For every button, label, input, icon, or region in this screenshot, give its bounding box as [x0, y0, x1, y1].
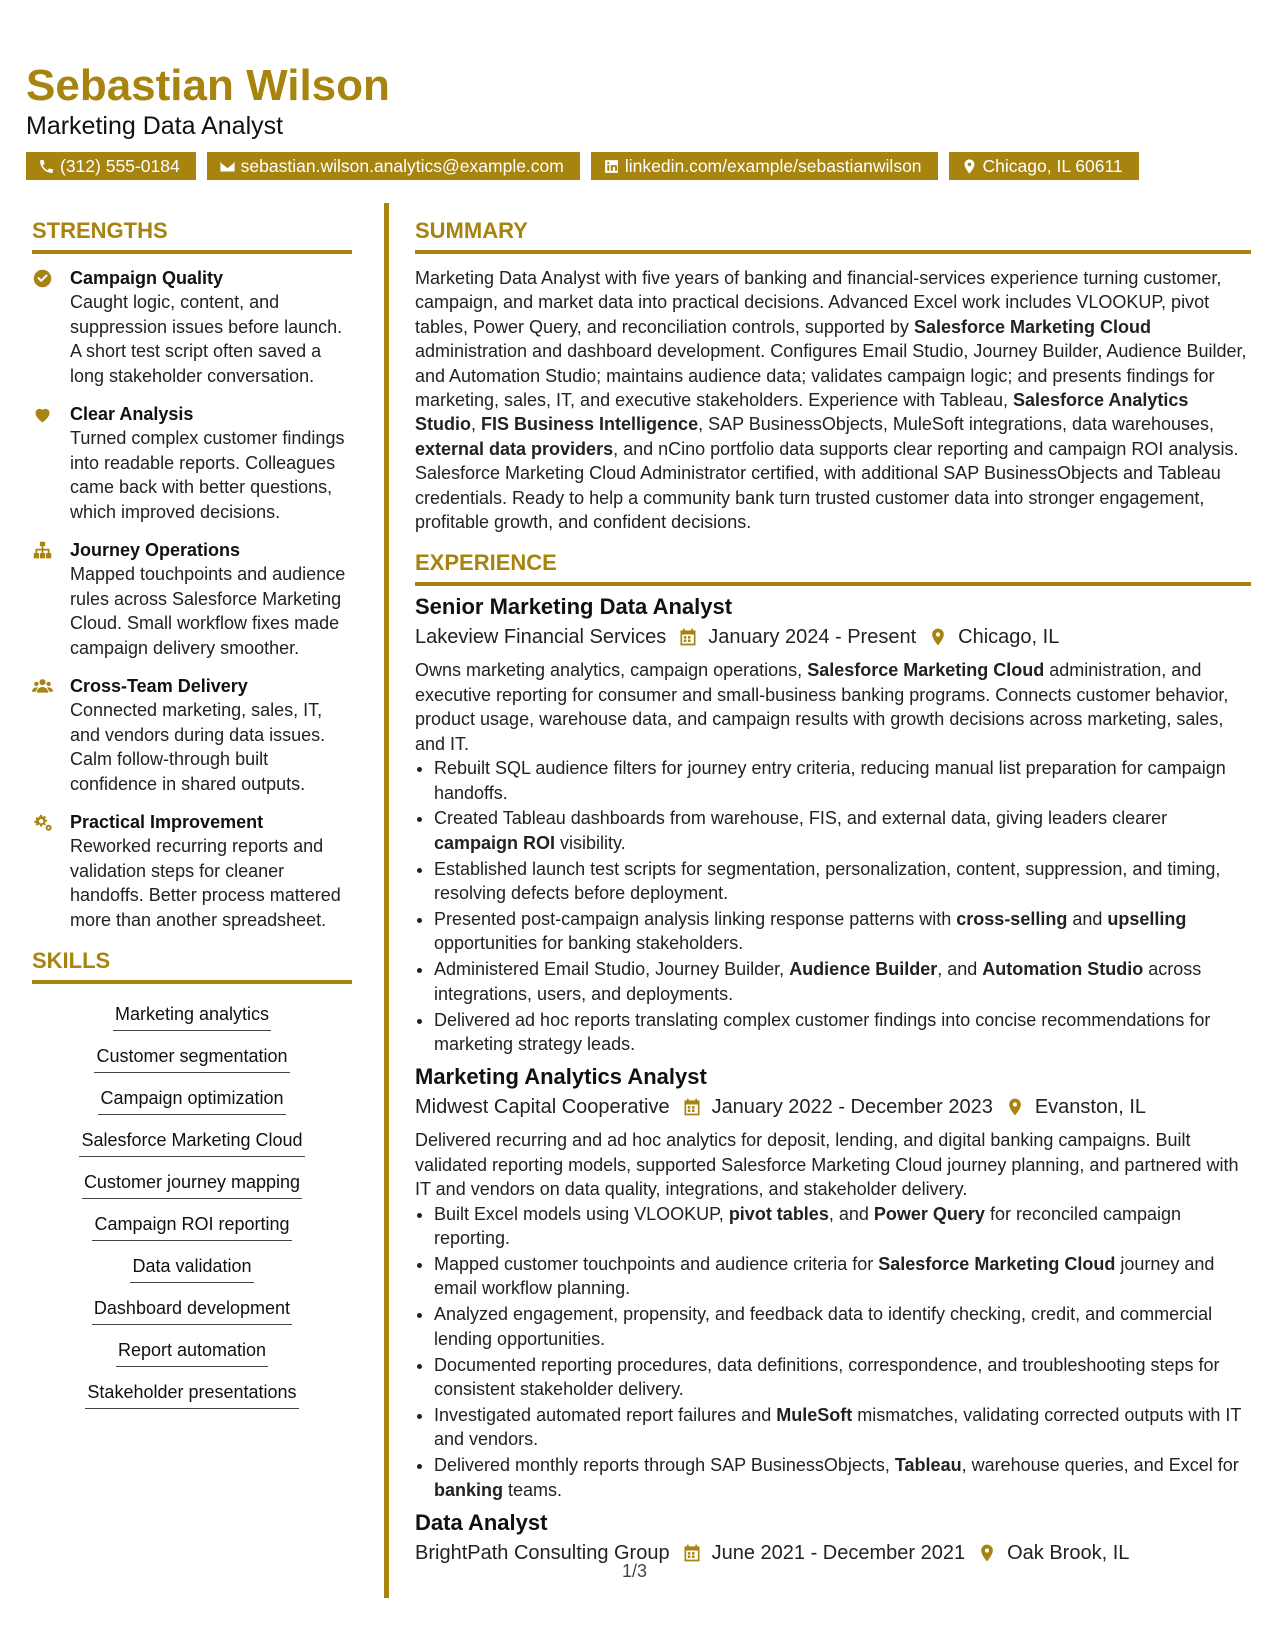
left-column: [32, 216, 352, 1416]
skill-item: Stakeholder presentations: [85, 1380, 298, 1409]
strength-item: [32, 538, 352, 660]
strength-text: Caught logic, content, and suppression issues before launch. A short test script often saved a long stakeholder conversation.: [70, 292, 343, 386]
strength-title: Cross-Team Delivery: [70, 676, 248, 696]
map-pin-icon: [977, 1543, 997, 1563]
strength-item: [32, 674, 352, 796]
job-company: BrightPath Consulting Group: [415, 1542, 670, 1565]
skill-item: Report automation: [116, 1338, 268, 1367]
job-dates: January 2022 - December 2023: [711, 1096, 993, 1119]
strength-title: Campaign Quality: [70, 268, 224, 288]
job-bullet: • Investigated automated report failures and MuleSoft mismatches, validating corrected outputs with IT and vendors.: [434, 1403, 1251, 1452]
strengths-heading: STRENGTHS: [32, 216, 352, 254]
map-pin-icon: [961, 158, 978, 175]
right-column: [415, 216, 1251, 1574]
job-bullet: • Created Tableau dashboards from warehouse, FIS, and external data, giving leaders clearer campaign ROI visibility.: [434, 806, 1251, 855]
contact-phone-text: (312) 555-0184: [60, 156, 180, 176]
job-meta: [415, 1538, 1251, 1568]
contact-linkedin[interactable]: [591, 152, 938, 180]
job-bullet: • Built Excel models using VLOOKUP, pivot tables, and Power Query for reconciled campaign reporting.: [434, 1202, 1251, 1251]
job-title: Senior Marketing Data Analyst: [415, 594, 733, 620]
skill-item: Campaign ROI reporting: [92, 1212, 291, 1241]
skill-item: Salesforce Marketing Cloud: [79, 1128, 304, 1157]
contact-email[interactable]: [207, 152, 580, 180]
envelope-icon: [219, 158, 236, 175]
job-meta: [415, 622, 1251, 652]
strength-title: Practical Improvement: [70, 812, 264, 832]
job-company: Lakeview Financial Services: [415, 626, 667, 649]
candidate-title: Marketing Data Analyst: [26, 112, 284, 140]
strength-title: Clear Analysis: [70, 404, 194, 424]
job-company: Midwest Capital Cooperative: [415, 1096, 670, 1119]
job-location: Oak Brook, IL: [1007, 1542, 1130, 1565]
contact-bar: [26, 152, 1139, 180]
skill-item: Data validation: [130, 1254, 253, 1283]
skill-item: Dashboard development: [92, 1296, 292, 1325]
job-bullet: • Analyzed engagement, propensity, and feedback data to identify checking, credit, and commercial lending opportunities.: [434, 1302, 1251, 1351]
strength-text: Turned complex customer findings into readable reports. Colleagues came back with better questions, which improved decisions.: [70, 428, 345, 522]
skill-item: Customer journey mapping: [82, 1170, 302, 1199]
strength-item: [32, 402, 352, 524]
calendar-icon: [678, 627, 698, 647]
phone-icon: [38, 158, 55, 175]
job-location: Chicago, IL: [958, 626, 1060, 649]
job-bullet: • Documented reporting procedures, data definitions, correspondence, and troubleshooting steps for consistent stakeholder delivery.: [434, 1353, 1251, 1402]
job-bullets: [415, 756, 1251, 1056]
job-description: Delivered recurring and ad hoc analytics for deposit, lending, and digital banking campaigns. Built validated reporting models, supported Salesforce Marketing Cloud journey planning, and partnered with IT and vendors on data quality, integrations, and stakeholder delivery.: [415, 1130, 1239, 1200]
linkedin-icon: [603, 158, 620, 175]
strength-text: Reworked recurring reports and validation steps for cleaner handoffs. Better process mattered more than another spreadsheet.: [70, 836, 341, 930]
map-pin-icon: [928, 627, 948, 647]
strength-item: [32, 810, 352, 932]
gears-icon: [32, 812, 53, 833]
check-circle-icon: [32, 268, 53, 289]
experience-heading: EXPERIENCE: [415, 548, 1251, 586]
job-bullet: • Administered Email Studio, Journey Builder, Audience Builder, and Automation Studio across integrations, users, and deployments.: [434, 957, 1251, 1006]
job-meta: [415, 1092, 1251, 1122]
contact-linkedin-text: linkedin.com/example/sebastianwilson: [624, 156, 922, 176]
job-bullet: • Delivered monthly reports through SAP BusinessObjects, Tableau, warehouse queries, and Excel for banking teams.: [434, 1453, 1251, 1502]
job-description: Owns marketing analytics, campaign operations, Salesforce Marketing Cloud administration, and executive reporting for consumer and small-business banking programs. Connects customer behavior, product usage, warehouse data, and campaign results with growth decisions across marketing, sales, and IT.: [415, 660, 1229, 754]
job-bullet: • Delivered ad hoc reports translating complex customer findings into concise recommendations for marketing strategy leads.: [434, 1008, 1251, 1057]
sitemap-icon: [32, 540, 53, 561]
calendar-icon: [682, 1543, 702, 1563]
summary-text: Marketing Data Analyst with five years of banking and financial-services experience turning customer, campaign, and market data into practical decisions. Advanced Excel work includes VLOOKUP, pivot tables, Power Query, and reconciliation controls, supported by Salesforce Marketing Cloud administration and dashboard development. Configures Email Studio, Journey Builder, Audience Builder, and Automation Studio; maintains audience data; validates campaign logic; and presents findings for marketing, sales, IT, and executive stakeholders. Experience with Tableau, Salesforce Analytics Studio, FIS Business Intelligence, SAP BusinessObjects, MuleSoft integrations, data warehouses, external data providers, and nCino portfolio data supports clear reporting and campaign ROI analysis. Salesforce Marketing Cloud Administrator certified, with additional SAP BusinessObjects and Tableau credentials. Ready to help a community bank turn trusted customer data into stronger engagement, profitable growth, and confident decisions.: [415, 268, 1247, 533]
contact-location: [949, 152, 1139, 180]
job-title: Data Analyst: [415, 1510, 548, 1536]
skills-list: [32, 996, 352, 1416]
contact-location-text: Chicago, IL 60611: [982, 156, 1123, 176]
skill-item: Marketing analytics: [113, 1002, 271, 1031]
resume-header: [26, 60, 390, 142]
job-bullet: • Established launch test scripts for segmentation, personalization, content, suppression, and timing, resolving defects before deployment.: [434, 857, 1251, 906]
job-bullet: • Presented post-campaign analysis linking response patterns with cross-selling and upselling opportunities for banking stakeholders.: [434, 907, 1251, 956]
map-pin-icon: [1005, 1097, 1025, 1117]
heart-icon: [32, 404, 53, 425]
summary-heading: SUMMARY: [415, 216, 1251, 254]
job-entry: [415, 1508, 1251, 1568]
job-dates: June 2021 - December 2021: [711, 1542, 966, 1565]
job-bullets: [415, 1202, 1251, 1502]
job-entry: [415, 1062, 1251, 1502]
skill-item: Campaign optimization: [98, 1086, 285, 1115]
job-bullet: • Mapped customer touchpoints and audience criteria for Salesforce Marketing Cloud journey and email workflow planning.: [434, 1252, 1251, 1301]
job-dates: January 2024 - Present: [708, 626, 917, 649]
strength-title: Journey Operations: [70, 540, 241, 560]
candidate-name: Sebastian Wilson: [26, 61, 390, 110]
skills-heading: SKILLS: [32, 946, 352, 984]
job-location: Evanston, IL: [1034, 1096, 1147, 1119]
page-number: 1/3: [622, 1561, 648, 1581]
contact-email-text: sebastian.wilson.analytics@example.com: [240, 156, 564, 176]
strength-item: [32, 266, 352, 388]
strength-text: Connected marketing, sales, IT, and vendors during data issues. Calm follow-through built confidence in shared outputs.: [70, 700, 326, 794]
job-entry: [415, 592, 1251, 1056]
users-icon: [32, 676, 53, 697]
job-bullet: • Rebuilt SQL audience filters for journey entry criteria, reducing manual list preparation for campaign handoffs.: [434, 756, 1251, 805]
skill-item: Customer segmentation: [94, 1044, 289, 1073]
strengths-list: [32, 266, 352, 932]
calendar-icon: [682, 1097, 702, 1117]
column-divider: [384, 203, 389, 1598]
strength-text: Mapped touchpoints and audience rules across Salesforce Marketing Cloud. Small workflow fixes made campaign delivery smoother.: [70, 564, 346, 658]
job-title: Marketing Analytics Analyst: [415, 1064, 707, 1090]
contact-phone[interactable]: [26, 152, 196, 180]
experience-list: [415, 592, 1251, 1568]
